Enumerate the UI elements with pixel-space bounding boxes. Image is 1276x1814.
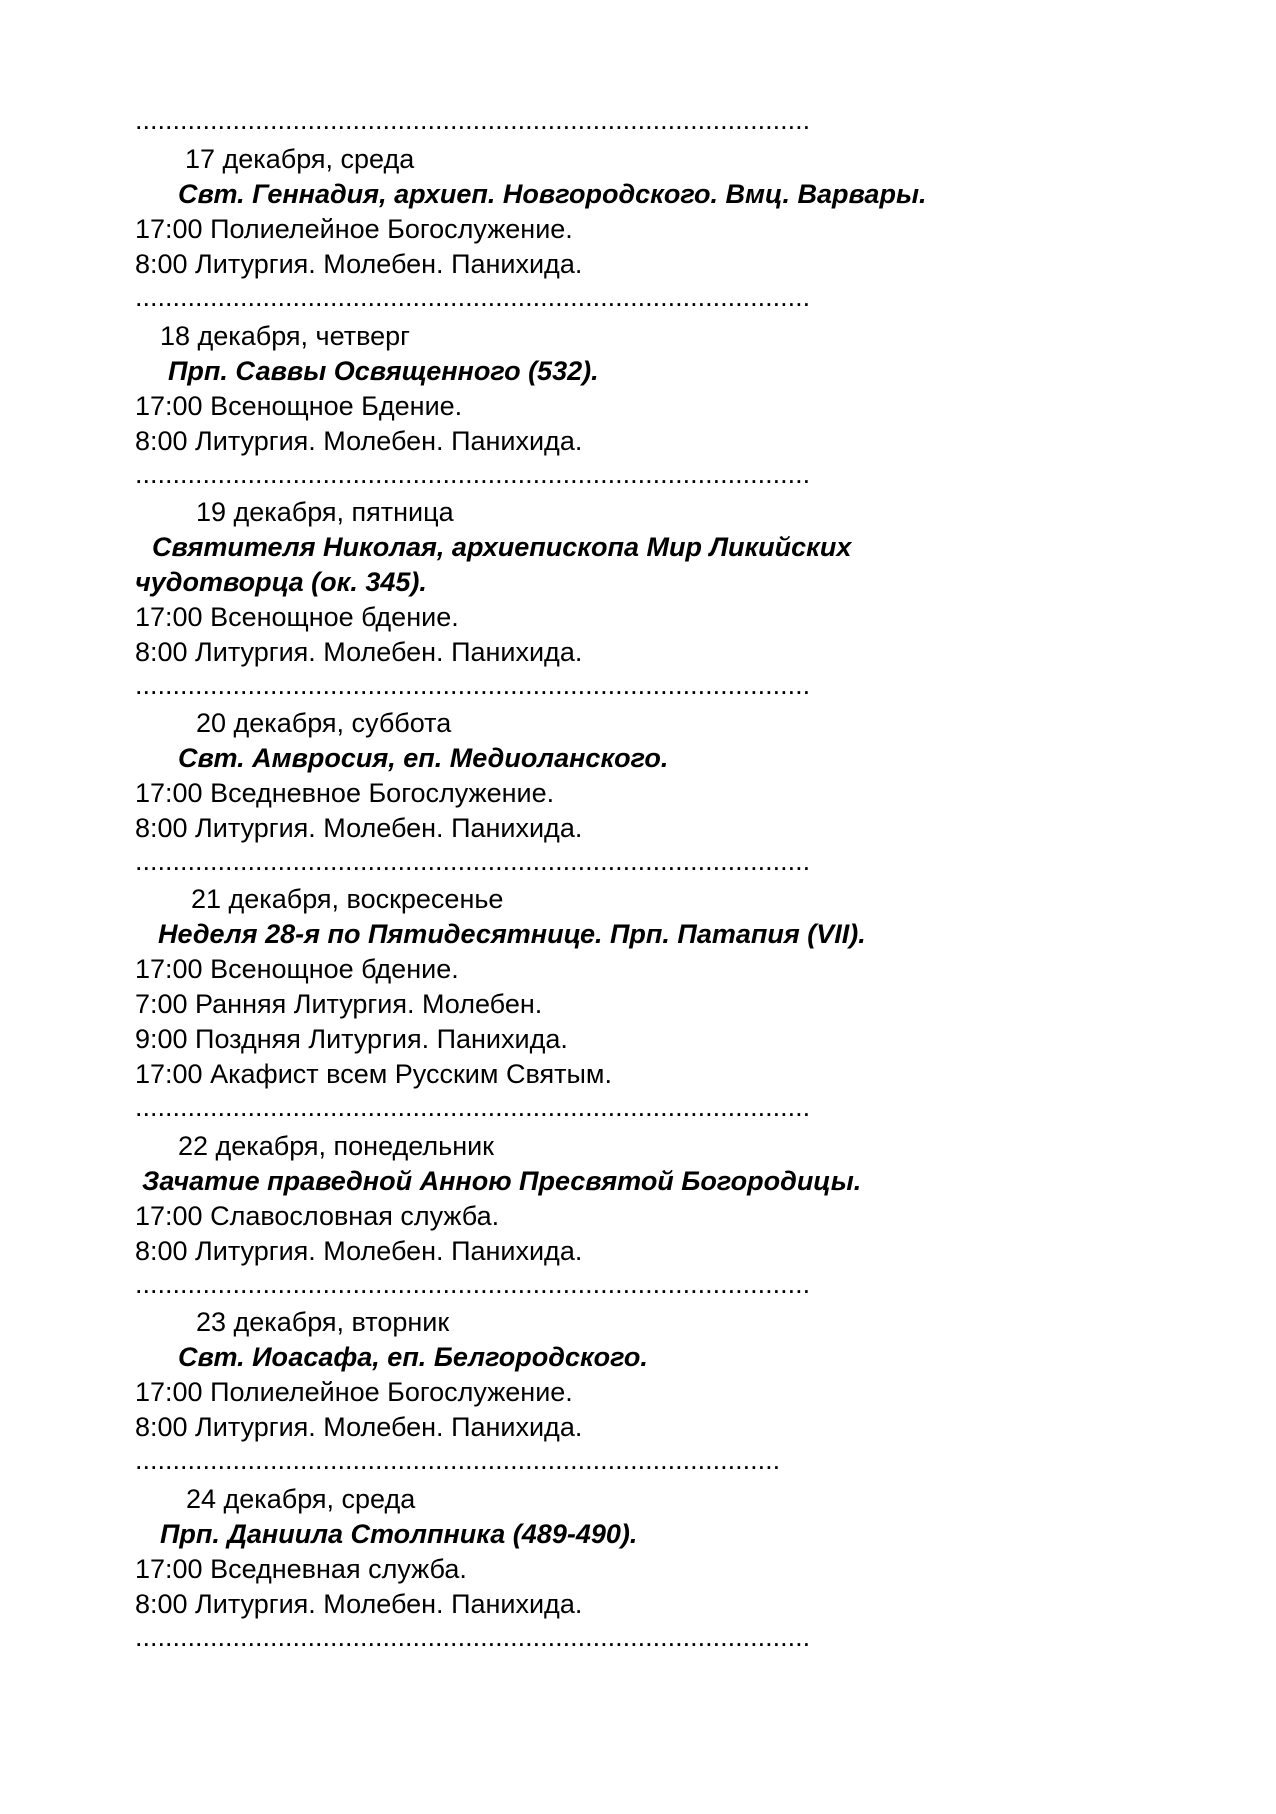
- dotted-separator: ..........................................................................................: [135, 1269, 811, 1299]
- service-line: 8:00 Литургия. Молебен. Панихида.: [135, 637, 583, 667]
- service-line: 17:00 Славословная служба.: [135, 1201, 500, 1231]
- dotted-separator: ..........................................................................................: [135, 1622, 811, 1652]
- service-line: 9:00 Поздняя Литургия. Панихида.: [135, 1024, 568, 1054]
- day-date: 24 декабря, среда: [186, 1484, 416, 1514]
- day-date: 21 декабря, воскресенье: [191, 884, 504, 914]
- feast-title: Свт. Геннадия, архиеп. Новгородского. Вмц. Варвары.: [178, 179, 927, 209]
- day-date: 20 декабря, суббота: [196, 708, 452, 738]
- dotted-separator: ..........................................................................................: [135, 670, 811, 700]
- day-date: 22 декабря, понедельник: [178, 1131, 494, 1161]
- feast-title: Неделя 28-я по Пятидесятнице. Прп. Патапия (VII).: [158, 919, 866, 949]
- service-line: 8:00 Литургия. Молебен. Панихида.: [135, 249, 583, 279]
- service-line: 17:00 Вседневная служба.: [135, 1554, 467, 1584]
- service-line: 8:00 Литургия. Молебен. Панихида.: [135, 1236, 583, 1266]
- feast-title: Святителя Николая, архиепископа Мир Ликийских: [152, 532, 852, 562]
- dotted-separator: ..........................................................................................: [135, 105, 811, 135]
- service-line: 8:00 Литургия. Молебен. Панихида.: [135, 1589, 583, 1619]
- service-line: 8:00 Литургия. Молебен. Панихида.: [135, 1412, 583, 1442]
- feast-title: Прп. Даниила Столпника (489-490).: [160, 1519, 638, 1549]
- service-line: 17:00 Полиелейное Богослужение.: [135, 1377, 573, 1407]
- dotted-separator: ..........................................................................................: [135, 282, 811, 312]
- service-line: 17:00 Всенощное бдение.: [135, 954, 459, 984]
- dotted-separator: ..........................................................................................: [135, 846, 811, 876]
- service-line: 8:00 Литургия. Молебен. Панихида.: [135, 813, 583, 843]
- service-line: 17:00 Акафист всем Русским Святым.: [135, 1059, 612, 1089]
- service-line: 17:00 Полиелейное Богослужение.: [135, 214, 573, 244]
- service-line: 7:00 Ранняя Литургия. Молебен.: [135, 989, 543, 1019]
- dotted-separator: ..........................................................................................: [135, 1092, 811, 1122]
- service-line: 17:00 Вседневное Богослужение.: [135, 778, 555, 808]
- feast-title: Свт. Иоасафа, еп. Белгородского.: [178, 1342, 648, 1372]
- dotted-separator: ......................................................................................: [135, 1445, 781, 1475]
- day-date: 23 декабря, вторник: [196, 1307, 450, 1337]
- feast-title: Свт. Амвросия, еп. Медиоланского.: [178, 743, 669, 773]
- day-date: 18 декабря, четверг: [160, 321, 411, 351]
- day-date: 19 декабря, пятница: [196, 497, 454, 527]
- service-line: 17:00 Всенощное Бдение.: [135, 391, 463, 421]
- feast-title: Зачатие праведной Анною Пресвятой Богородицы.: [142, 1166, 862, 1196]
- service-line: 8:00 Литургия. Молебен. Панихида.: [135, 426, 583, 456]
- service-line: 17:00 Всенощное бдение.: [135, 602, 459, 632]
- day-date: 17 декабря, среда: [185, 144, 415, 174]
- feast-title: чудотворца (ок. 345).: [135, 567, 427, 597]
- feast-title: Прп. Саввы Освященного (532).: [168, 356, 599, 386]
- dotted-separator: ..........................................................................................: [135, 459, 811, 489]
